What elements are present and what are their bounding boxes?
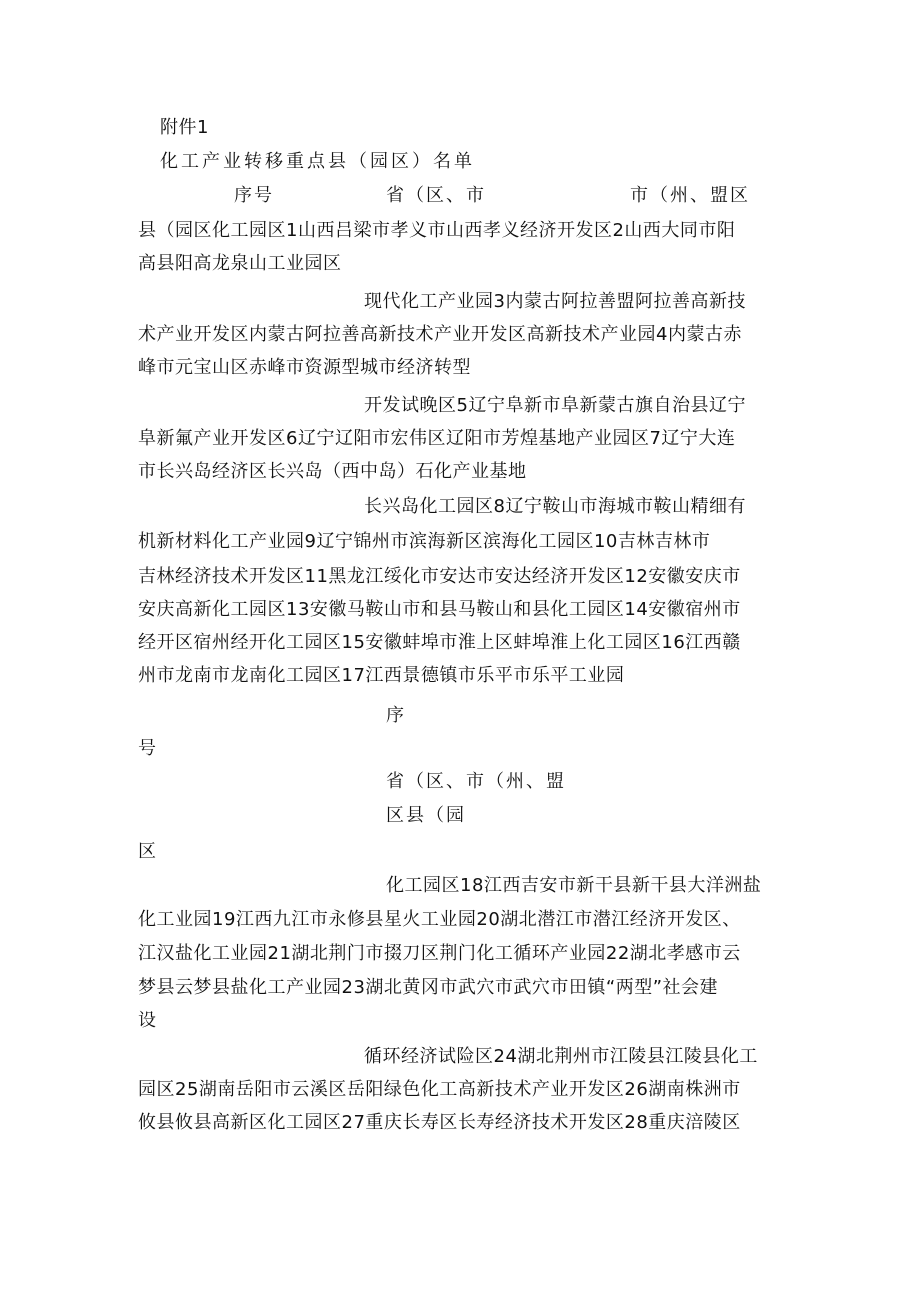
text-line: 江汉盐化工业园21湖北荆门市掇刀区荆门化工循环产业园22湖北孝感市云 (138, 943, 741, 964)
text-line: 安庆高新化工园区13安徽马鞍山市和县马鞍山和县化工园区14安徽宿州市 (138, 599, 741, 620)
text-line: 攸县攸县高新区化工园区27重庆长寿区长寿经济技术开发区28重庆涪陵区 (138, 1112, 741, 1133)
header-province: 省（区、市 (386, 185, 486, 206)
text-line: 化工业园19江西九江市永修县星火工业园20湖北潜江市潜江经济开发区、 (138, 909, 741, 930)
text-line: 高县阳高龙泉山工业园区 (138, 253, 342, 274)
text-line: 阜新氟产业开发区6辽宁辽阳市宏伟区辽阳市芳煌基地产业园区7辽宁大连 (138, 428, 736, 449)
text-line: 州市龙南市龙南化工园区17江西景德镇市乐平市乐平工业园 (138, 665, 625, 686)
header-seq: 序号 (234, 185, 274, 206)
text-line: 园区25湖南岳阳市云溪区岳阳绿色化工高新技术产业开发区26湖南株洲市 (138, 1079, 741, 1100)
text-line: 长兴岛化工园区8辽宁鞍山市海城市鞍山精细有 (364, 496, 746, 517)
text-line: 梦县云梦县盐化工产业园23湖北黄冈市武穴市武穴市田镇“两型”社会建 (138, 977, 719, 998)
text-line: 号 (138, 738, 157, 759)
text-line: 术产业开发区内蒙古阿拉善高新技术产业开发区高新技术产业园4内蒙古赤 (138, 324, 742, 345)
text-line: 区 (138, 841, 157, 862)
text-line: 循环经济试险区24湖北荆州市江陵县江陵县化工 (364, 1046, 758, 1067)
text-line: 化工园区18江西吉安市新干县新干县大洋洲盐 (386, 875, 762, 896)
text-line: 开发试晚区5辽宁阜新市阜新蒙古旗自治县辽宁 (364, 395, 746, 416)
text-line: 吉林经济技术开发区11黑龙江绥化市安达市安达经济开发区12安徽安庆市 (138, 566, 741, 587)
text-line: 区县（园 (386, 805, 466, 826)
document-title: 化工产业转移重点县（园区）名单 (160, 151, 475, 172)
text-line: 现代化工产业园3内蒙古阿拉善盟阿拉善高新技 (364, 291, 746, 312)
text-line: 市长兴岛经济区长兴岛（西中岛）石化产业基地 (138, 461, 527, 482)
attachment-label: 附件1 (160, 117, 209, 138)
text-line: 经开区宿州经开化工园区15安徽蚌埠市淮上区蚌埠淮上化工园区16江西赣 (138, 632, 741, 653)
header-city: 市（州、盟区 (630, 185, 750, 206)
text-line: 县（园区化工园区1山西吕梁市孝义市山西孝义经济开发区2山西大同市阳 (138, 220, 736, 241)
text-line: 省（区、市（州、盟 (386, 771, 566, 792)
text-line: 机新材料化工产业园9辽宁锦州市滨海新区滨海化工园区10吉林吉林市 (138, 531, 711, 552)
text-line: 序 (386, 705, 405, 726)
text-line: 设 (138, 1010, 157, 1031)
text-line: 峰市元宝山区赤峰市资源型城市经济转型 (138, 357, 471, 378)
